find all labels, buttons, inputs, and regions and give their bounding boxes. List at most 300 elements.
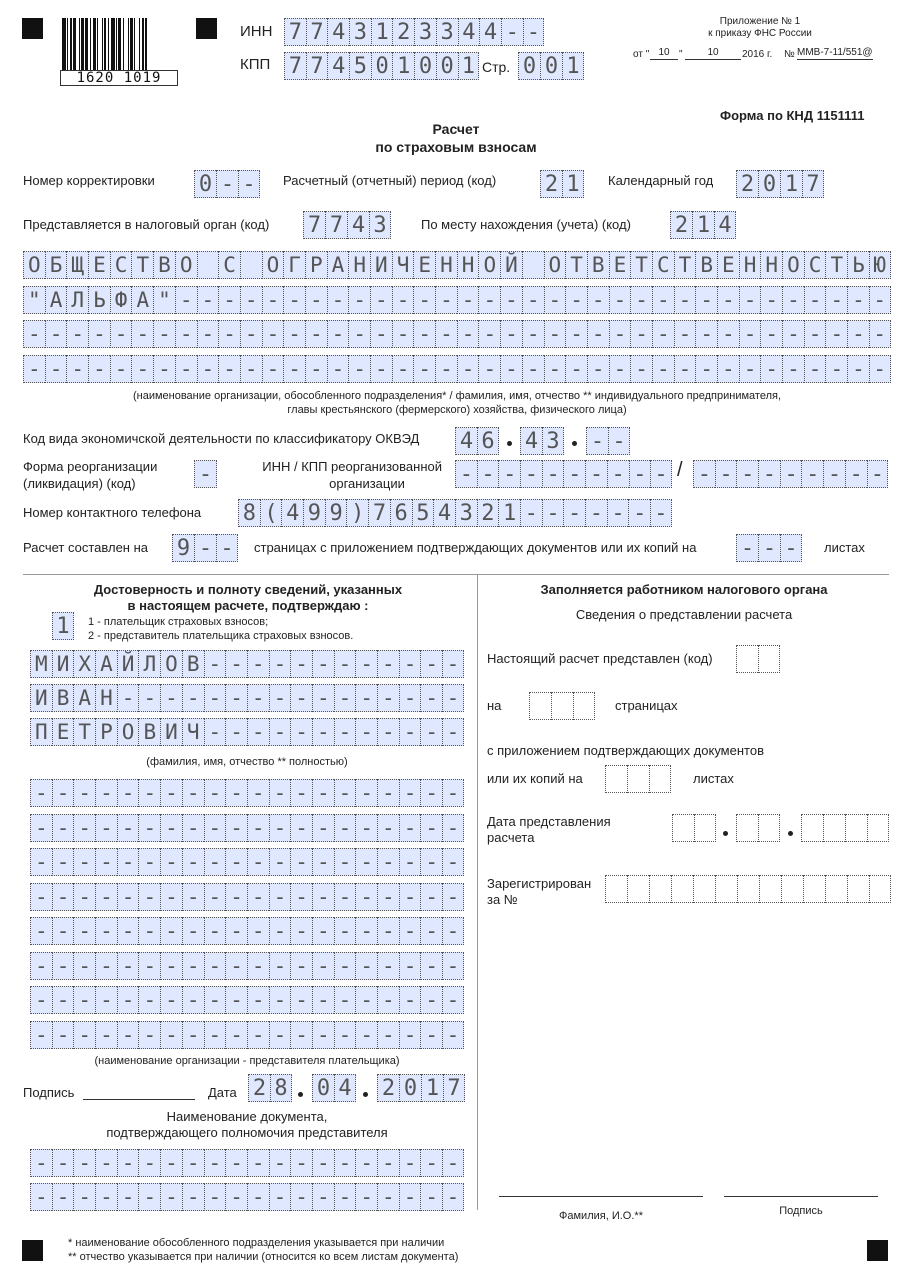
fio-row-patronymic[interactable] [30,718,464,746]
order-day: 10 [650,47,678,60]
corner-marker-top-center [196,18,217,39]
char-cell: - [290,952,312,980]
char-cell: - [869,320,891,348]
char-cell: 3 [542,427,564,455]
char-cell: - [225,848,247,876]
char-cell: Ч [392,251,414,279]
char-cell [823,814,845,842]
char-cell: - [73,814,95,842]
char-cell: Ь [847,251,869,279]
char-cell: Е [717,251,739,279]
char-cell: В [587,251,609,279]
char-cell: - [399,1183,421,1211]
char-cell: - [117,917,139,945]
char-cell: М [30,650,52,678]
char-cell: - [269,848,291,876]
year-cells[interactable] [736,170,824,198]
employee-fio-line[interactable] [499,1196,703,1197]
barcode-bar [81,18,83,70]
char-cell: 4 [433,499,455,527]
char-cell: - [399,952,421,980]
char-cell: 2 [377,1074,399,1102]
reorg-inn-cells[interactable] [455,460,672,488]
char-cell: - [117,848,139,876]
char-cell [715,875,737,903]
date-day-cells[interactable] [248,1074,292,1102]
signer-code-cell[interactable] [52,612,74,640]
page-label: Стр. [482,59,511,75]
location-cells[interactable] [670,211,736,239]
char-cell: - [477,460,499,488]
char-cell: - [52,848,74,876]
char-cell: - [399,650,421,678]
char-cell: - [370,355,392,383]
char-cell: - [587,286,609,314]
char-cell [694,814,716,842]
char-cell: - [30,1183,52,1211]
char-cell: - [23,355,45,383]
char-cell: - [609,355,631,383]
char-cell: - [290,650,312,678]
char-cell: - [52,1183,74,1211]
char-cell: - [355,814,377,842]
appendix-line-2: к приказу ФНС России [708,28,812,39]
char-cell: - [420,684,442,712]
inn-cells[interactable] [284,18,544,46]
char-cell: 7 [306,18,328,46]
signer-option-1: 1 - плательщик страховых взносов; [88,616,269,628]
char-cell: - [95,848,117,876]
char-cell: - [377,1021,399,1049]
char-cell: - [66,320,88,348]
char-cell: 1 [780,170,802,198]
char-cell: - [585,460,607,488]
char-cell: - [95,986,117,1014]
char-cell: - [355,684,377,712]
char-cell: - [312,883,334,911]
char-cell: Щ [66,251,88,279]
char-cell: - [204,814,226,842]
barcode-number: 1620 1019 [60,70,178,86]
rep-org-row-7[interactable] [30,986,464,1014]
attach-sheets-cells[interactable] [605,765,671,793]
char-cell: - [290,718,312,746]
char-cell: - [175,355,197,383]
barcode-bar [79,18,80,70]
barcode-bar [118,18,120,70]
char-cell: Ч [182,718,204,746]
char-cell: - [30,779,52,807]
char-cell: - [138,952,160,980]
org-name-row-3[interactable] [23,320,891,348]
char-cell: - [413,286,435,314]
appendix-line-1: Приложение № 1 [719,16,801,27]
char-cell: - [30,986,52,1014]
char-cell: - [565,355,587,383]
submit-month-cells[interactable] [736,814,780,842]
barcode-bar [67,18,68,70]
char-cell: - [758,460,780,488]
char-cell: - [290,1021,312,1049]
char-cell: 9 [172,534,194,562]
char-cell: Б [45,251,67,279]
char-cell: - [736,534,758,562]
rep-org-row-4[interactable] [30,883,464,911]
char-cell: - [175,320,197,348]
org-name-row-1[interactable] [23,251,891,279]
okved-dot-2 [572,441,577,446]
char-cell: - [478,286,500,314]
char-cell: 0 [414,52,436,80]
submit-day-cells[interactable] [672,814,716,842]
char-cell: Е [52,718,74,746]
char-cell: - [290,917,312,945]
char-cell: - [290,1183,312,1211]
barcode-bar [145,18,147,70]
char-cell: - [442,986,464,1014]
char-cell: - [283,320,305,348]
char-cell [649,765,671,793]
submitted-code-cells[interactable] [736,645,780,673]
char-cell: - [312,718,334,746]
pages-count-cells[interactable] [529,692,595,720]
char-cell: - [420,1149,442,1177]
char-cell: - [88,355,110,383]
char-cell: - [153,355,175,383]
char-cell: - [355,779,377,807]
rep-org-row-6[interactable] [30,952,464,980]
char-cell: - [377,917,399,945]
signature-line[interactable] [83,1099,195,1100]
char-cell: - [247,814,269,842]
char-cell [759,875,781,903]
char-cell: - [867,460,889,488]
attach-label-1: с приложением подтверждающих документов [487,743,764,758]
employee-sign-line[interactable] [724,1196,878,1197]
date-year-cells[interactable] [377,1074,465,1102]
okved-label: Код вида экономичской деятельности по классификатору ОКВЭД [23,431,420,446]
char-cell: - [262,320,284,348]
char-cell: - [500,320,522,348]
fio-row-name[interactable] [30,684,464,712]
char-cell: 0 [371,52,393,80]
char-cell: - [175,286,197,314]
char-cell: - [355,848,377,876]
char-cell: - [420,986,442,1014]
char-cell: В [182,650,204,678]
char-cell: 8 [270,1074,292,1102]
registered-label-2: за № [487,892,518,907]
char-cell: - [442,917,464,945]
char-cell: - [95,1021,117,1049]
char-cell: - [117,814,139,842]
char-cell: - [52,986,74,1014]
char-cell: - [269,684,291,712]
attach-label-2: или их копий на [487,771,583,786]
char-cell: - [377,1149,399,1177]
reorg-cell[interactable] [194,460,217,488]
pages-count-label: страницах [615,698,678,713]
char-cell: - [500,286,522,314]
char-cell: - [160,986,182,1014]
char-cell: 6 [390,499,412,527]
char-cell: - [225,718,247,746]
char-cell: - [269,814,291,842]
char-cell: - [522,286,544,314]
char-cell: - [442,952,464,980]
char-cell: - [355,1183,377,1211]
char-cell: - [825,320,847,348]
char-cell: - [247,650,269,678]
char-cell: - [182,684,204,712]
char-cell: 2 [736,170,758,198]
char-cell: - [377,814,399,842]
char-cell: - [290,1149,312,1177]
char-cell: - [377,779,399,807]
registered-number-cells[interactable] [605,875,891,903]
inn-label: ИНН [240,23,273,40]
period-label: Расчетный (отчетный) период (код) [283,173,497,188]
char-cell: - [225,986,247,1014]
reorg-kpp-cells[interactable] [693,460,888,488]
char-cell: Е [413,251,435,279]
char-cell: - [110,320,132,348]
correction-cells[interactable] [194,170,260,198]
char-cell: О [478,251,500,279]
sheets-cells[interactable] [736,534,802,562]
char-cell: - [240,286,262,314]
char-cell [845,814,867,842]
char-cell [736,814,758,842]
char-cell: А [131,286,153,314]
okved-part-2[interactable] [520,427,564,455]
char-cell: - [565,320,587,348]
char-cell: - [334,952,356,980]
order-quote: " [679,49,683,60]
char-cell: - [197,355,219,383]
char-cell: И [160,718,182,746]
char-cell: - [312,814,334,842]
char-cell: - [45,355,67,383]
char-cell: И [30,684,52,712]
okved-part-3[interactable] [586,427,630,455]
char-cell: - [348,355,370,383]
char-cell: - [650,460,672,488]
doc-row-1[interactable] [30,1149,464,1177]
barcode-bar [134,18,135,70]
char-cell: Н [457,251,479,279]
char-cell: - [30,1149,52,1177]
char-cell [197,251,219,279]
char-cell: 1 [392,52,414,80]
char-cell: - [334,718,356,746]
char-cell: - [442,718,464,746]
submit-year-cells[interactable] [801,814,889,842]
char-cell: 4 [334,1074,356,1102]
page-number-cells[interactable] [518,52,584,80]
char-cell: - [804,286,826,314]
char-cell: - [377,1183,399,1211]
char-cell: - [216,534,238,562]
char-cell: - [240,320,262,348]
reorg-label-1: Форма реорганизации [23,459,158,474]
barcode [62,18,174,70]
order-number: ММВ-7-11/551@ [797,47,873,58]
pages-cells[interactable] [172,534,238,562]
barcode-bar [111,18,115,70]
char-cell [671,875,693,903]
char-cell: - [801,460,823,488]
order-prefix: от " [633,49,650,60]
char-cell: - [204,650,226,678]
char-cell: - [204,684,226,712]
char-cell: - [758,534,780,562]
form-title-line-2: по страховым взносам [375,139,537,155]
char-cell: - [66,355,88,383]
char-cell: - [782,355,804,383]
char-cell: - [608,427,630,455]
char-cell: - [442,883,464,911]
char-cell: - [52,917,74,945]
kpp-cells[interactable] [284,52,479,80]
char-cell: - [522,320,544,348]
phone-cells[interactable] [238,499,672,527]
char-cell: - [247,1183,269,1211]
char-cell: - [262,355,284,383]
char-cell: - [182,1183,204,1211]
rep-org-row-8[interactable] [30,1021,464,1049]
char-cell: 0 [518,52,540,80]
char-cell: - [780,460,802,488]
barcode-bar [108,18,109,70]
char-cell: - [399,883,421,911]
char-cell: - [204,952,226,980]
char-cell: - [117,779,139,807]
confirm-title-1: Достоверность и полноту сведений, указанных [93,582,403,597]
char-cell: - [290,986,312,1014]
char-cell: - [305,320,327,348]
char-cell: - [355,718,377,746]
char-cell: 1 [562,170,584,198]
char-cell: 0 [312,1074,334,1102]
char-cell: - [312,684,334,712]
char-cell: 7 [306,52,328,80]
char-cell: - [160,684,182,712]
char-cell: - [52,952,74,980]
char-cell: - [847,286,869,314]
char-cell: - [585,499,607,527]
char-cell: Г [283,251,305,279]
char-cell: - [334,883,356,911]
char-cell: О [782,251,804,279]
char-cell: О [23,251,45,279]
rep-org-row-2[interactable] [30,814,464,842]
tax-office-cells[interactable] [303,211,391,239]
char-cell: - [435,286,457,314]
char-cell: С [804,251,826,279]
submitted-code-label: Настоящий расчет представлен (код) [487,651,713,666]
char-cell: - [760,355,782,383]
char-cell: - [269,952,291,980]
char-cell: - [760,286,782,314]
char-cell: - [736,460,758,488]
char-cell: - [283,286,305,314]
reorg-slash: / [677,459,683,481]
char-cell: - [399,1021,421,1049]
char-cell: - [197,320,219,348]
char-cell: - [269,917,291,945]
org-name-row-4[interactable] [23,355,891,383]
char-cell [649,875,671,903]
char-cell: Т [73,718,95,746]
employee-sign-caption: Подпись [779,1205,823,1217]
char-cell: - [607,499,629,527]
barcode-bar [85,18,89,70]
year-label: Календарный год [608,173,714,188]
char-cell: - [225,684,247,712]
char-cell: - [693,460,715,488]
char-cell: - [131,355,153,383]
char-cell: - [674,286,696,314]
char-cell: - [73,917,95,945]
date-month-cells[interactable] [312,1074,356,1102]
doc-row-2[interactable] [30,1183,464,1211]
rep-org-row-5[interactable] [30,917,464,945]
char-cell: - [182,883,204,911]
char-cell: - [269,650,291,678]
period-cells[interactable] [540,170,584,198]
char-cell: - [355,986,377,1014]
char-cell: - [715,460,737,488]
fio-row-surname[interactable] [30,650,464,678]
rep-org-row-3[interactable] [30,848,464,876]
char-cell [605,875,627,903]
char-cell: 7 [284,52,306,80]
char-cell: 4 [714,211,736,239]
char-cell: 7 [368,499,390,527]
char-cell: 2 [392,18,414,46]
char-cell: - [52,779,74,807]
char-cell: - [442,650,464,678]
char-cell: И [370,251,392,279]
barcode-bar [102,18,103,70]
char-cell: - [327,286,349,314]
org-name-row-2[interactable] [23,286,891,314]
char-cell: - [160,1183,182,1211]
char-cell [693,875,715,903]
char-cell: - [334,650,356,678]
char-cell: - [73,883,95,911]
char-cell: - [290,883,312,911]
char-cell: - [544,286,566,314]
char-cell: - [269,1183,291,1211]
char-cell: 1 [562,52,584,80]
char-cell: - [52,814,74,842]
rep-org-row-1[interactable] [30,779,464,807]
char-cell: - [73,1021,95,1049]
char-cell: - [804,355,826,383]
char-cell: - [138,883,160,911]
barcode-bar [142,18,143,70]
okved-part-1[interactable] [455,427,499,455]
char-cell: - [182,1021,204,1049]
char-cell: - [377,848,399,876]
char-cell: - [348,320,370,348]
char-cell: - [204,986,226,1014]
char-cell: Т [825,251,847,279]
char-cell: - [160,1021,182,1049]
char-cell: - [225,1183,247,1211]
